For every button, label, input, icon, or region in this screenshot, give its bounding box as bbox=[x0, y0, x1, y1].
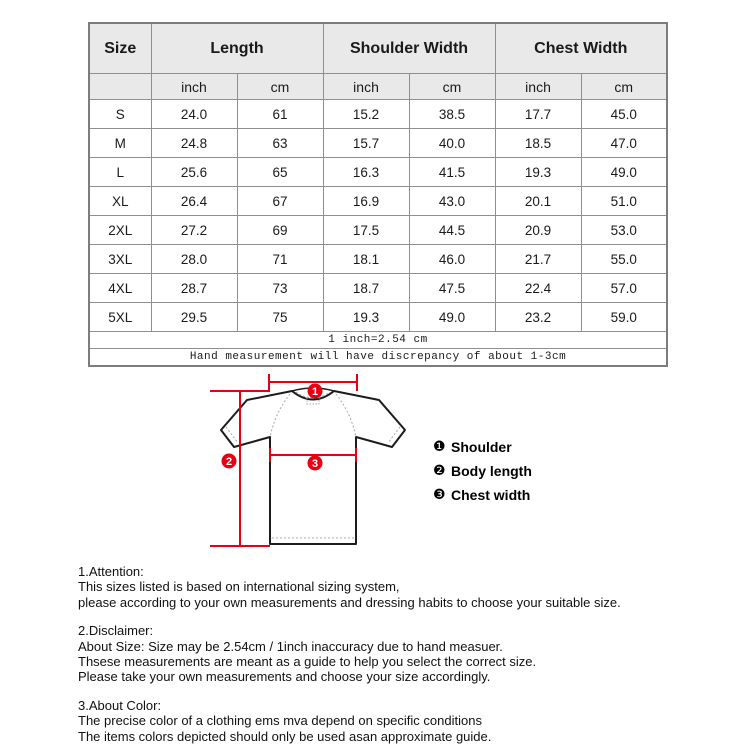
value-cell: 47.5 bbox=[409, 274, 495, 303]
legend-label: Body length bbox=[451, 463, 532, 479]
value-cell: 20.1 bbox=[495, 187, 581, 216]
value-cell: 19.3 bbox=[495, 158, 581, 187]
value-cell: 26.4 bbox=[151, 187, 237, 216]
value-cell: 73 bbox=[237, 274, 323, 303]
badge-2-number: 2 bbox=[225, 456, 233, 468]
size-table bbox=[88, 22, 668, 367]
value-cell: 29.5 bbox=[151, 303, 237, 332]
value-cell: 18.1 bbox=[323, 245, 409, 274]
value-cell: 47.0 bbox=[581, 129, 667, 158]
col-header-shoulder: Shoulder Width bbox=[323, 23, 495, 74]
note-section bbox=[78, 698, 718, 744]
col-header-length: Length bbox=[151, 23, 323, 74]
size-cell: S bbox=[89, 100, 151, 129]
legend-label: Shoulder bbox=[451, 439, 512, 455]
value-cell: 38.5 bbox=[409, 100, 495, 129]
note-section-line: The precise color of a clothing ems mva depend on specific conditions bbox=[78, 713, 482, 729]
badge-1-number: 1 bbox=[311, 386, 319, 398]
value-cell: 27.2 bbox=[151, 216, 237, 245]
size-cell: L bbox=[89, 158, 151, 187]
note-section-title: 3.About Color: bbox=[78, 697, 162, 713]
value-cell: 18.7 bbox=[323, 274, 409, 303]
table-row bbox=[89, 187, 667, 216]
size-cell: 3XL bbox=[89, 245, 151, 274]
value-cell: 22.4 bbox=[495, 274, 581, 303]
value-cell: 15.7 bbox=[323, 129, 409, 158]
note-section-line: Thsese measurements are meant as a guide to help you select the correct size. bbox=[78, 654, 537, 670]
badge-3-number: 3 bbox=[311, 458, 319, 470]
value-cell: 44.5 bbox=[409, 216, 495, 245]
value-cell: 67 bbox=[237, 187, 323, 216]
value-cell: 75 bbox=[237, 303, 323, 332]
legend-item-chest-width bbox=[433, 483, 532, 507]
col-header-chest: Chest Width bbox=[495, 23, 667, 74]
size-cell: 5XL bbox=[89, 303, 151, 332]
value-cell: 20.9 bbox=[495, 216, 581, 245]
value-cell: 65 bbox=[237, 158, 323, 187]
note-section-line: please according to your own measurements and dressing habits to choose your suitable size. bbox=[78, 594, 621, 610]
inch-conversion-note: 1 inch=2.54 cm bbox=[89, 332, 667, 349]
value-cell: 17.7 bbox=[495, 100, 581, 129]
size-table-body bbox=[89, 100, 667, 332]
value-cell: 55.0 bbox=[581, 245, 667, 274]
circled-1-icon: ❶ bbox=[433, 439, 446, 455]
value-cell: 41.5 bbox=[409, 158, 495, 187]
size-cell: 4XL bbox=[89, 274, 151, 303]
measurement-legend bbox=[433, 435, 532, 507]
value-cell: 59.0 bbox=[581, 303, 667, 332]
note-section-title: 1.Attention: bbox=[78, 564, 144, 579]
tshirt-measurement-diagram bbox=[195, 368, 420, 563]
unit-header-empty bbox=[89, 74, 151, 100]
table-row bbox=[89, 216, 667, 245]
table-row bbox=[89, 100, 667, 129]
value-cell: 16.9 bbox=[323, 187, 409, 216]
value-cell: 63 bbox=[237, 129, 323, 158]
legend-label: Chest width bbox=[451, 487, 531, 503]
value-cell: 19.3 bbox=[323, 303, 409, 332]
value-cell: 49.0 bbox=[409, 303, 495, 332]
value-cell: 28.7 bbox=[151, 274, 237, 303]
legend-item-shoulder bbox=[433, 435, 532, 459]
unit-header-cm: cm bbox=[237, 74, 323, 100]
table-row bbox=[89, 274, 667, 303]
unit-header-cm: cm bbox=[581, 74, 667, 100]
legend-item-body-length bbox=[433, 459, 532, 483]
table-row bbox=[89, 303, 667, 332]
value-cell: 45.0 bbox=[581, 100, 667, 129]
value-cell: 49.0 bbox=[581, 158, 667, 187]
value-cell: 51.0 bbox=[581, 187, 667, 216]
col-header-size: Size bbox=[89, 23, 151, 74]
table-row bbox=[89, 245, 667, 274]
note-section bbox=[78, 564, 718, 610]
value-cell: 53.0 bbox=[581, 216, 667, 245]
note-section-line: The items colors depicted should only be used asan approximate guide. bbox=[78, 728, 492, 744]
size-cell: 2XL bbox=[89, 216, 151, 245]
value-cell: 43.0 bbox=[409, 187, 495, 216]
value-cell: 61 bbox=[237, 100, 323, 129]
note-section-line: About Size: Size may be 2.54cm / 1inch inaccuracy due to hand measuer. bbox=[78, 638, 503, 654]
measurement-discrepancy-note: Hand measurement will have discrepancy of about 1-3cm bbox=[89, 349, 667, 367]
unit-header-cm: cm bbox=[409, 74, 495, 100]
table-note-row bbox=[89, 332, 667, 349]
circled-3-icon: ❸ bbox=[433, 487, 446, 503]
value-cell: 16.3 bbox=[323, 158, 409, 187]
value-cell: 18.5 bbox=[495, 129, 581, 158]
note-section-line: Please take your own measurements and choose your size accordingly. bbox=[78, 669, 491, 685]
note-section bbox=[78, 623, 718, 685]
value-cell: 15.2 bbox=[323, 100, 409, 129]
value-cell: 24.8 bbox=[151, 129, 237, 158]
table-header-row bbox=[89, 23, 667, 74]
unit-header-inch: inch bbox=[495, 74, 581, 100]
circled-2-icon: ❷ bbox=[433, 463, 446, 479]
value-cell: 21.7 bbox=[495, 245, 581, 274]
note-section-title: 2.Disclaimer: bbox=[78, 623, 154, 639]
value-cell: 28.0 bbox=[151, 245, 237, 274]
unit-header-inch: inch bbox=[151, 74, 237, 100]
size-cell: M bbox=[89, 129, 151, 158]
value-cell: 40.0 bbox=[409, 129, 495, 158]
table-row bbox=[89, 158, 667, 187]
value-cell: 17.5 bbox=[323, 216, 409, 245]
size-cell: XL bbox=[89, 187, 151, 216]
value-cell: 25.6 bbox=[151, 158, 237, 187]
table-note-row bbox=[89, 349, 667, 367]
value-cell: 23.2 bbox=[495, 303, 581, 332]
value-cell: 46.0 bbox=[409, 245, 495, 274]
notes-container bbox=[78, 564, 718, 750]
value-cell: 71 bbox=[237, 245, 323, 274]
table-row bbox=[89, 129, 667, 158]
value-cell: 24.0 bbox=[151, 100, 237, 129]
table-units-row bbox=[89, 74, 667, 100]
value-cell: 69 bbox=[237, 216, 323, 245]
unit-header-inch: inch bbox=[323, 74, 409, 100]
value-cell: 57.0 bbox=[581, 274, 667, 303]
note-section-line: This sizes listed is based on international sizing system, bbox=[78, 579, 400, 595]
